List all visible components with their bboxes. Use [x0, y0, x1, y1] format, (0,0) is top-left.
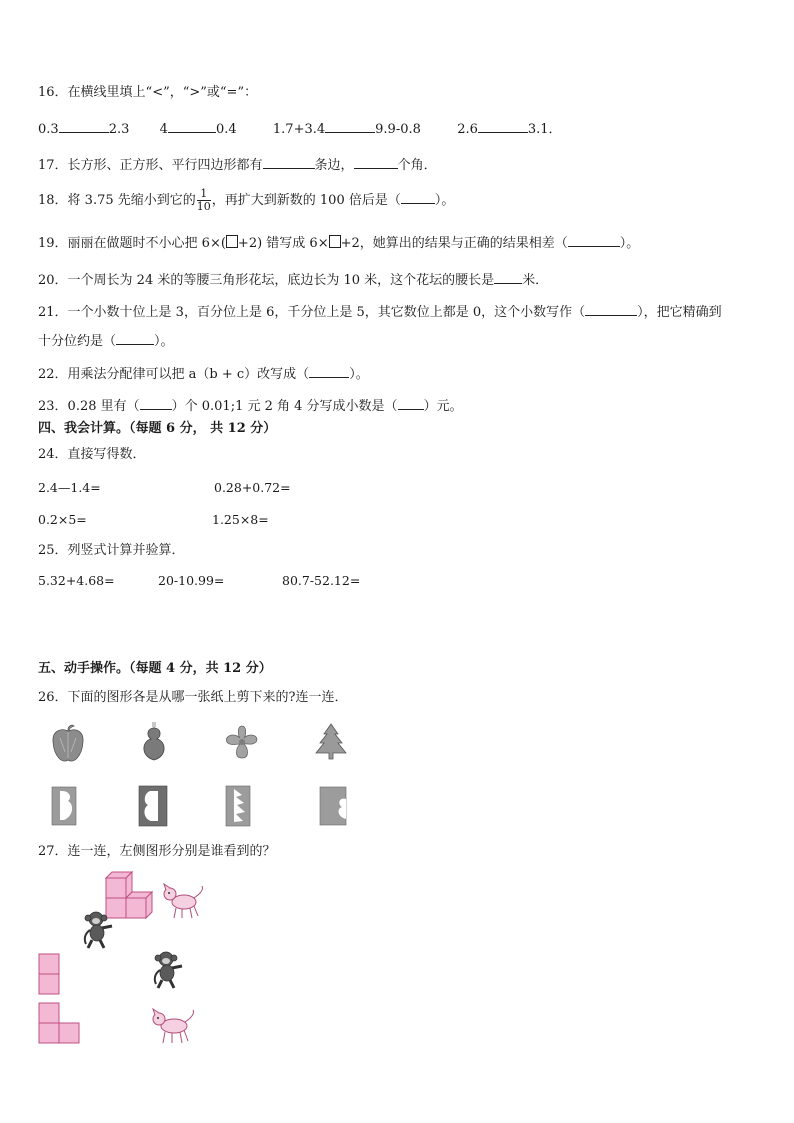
q19-text-b: +2) 错写成 6× [237, 236, 329, 251]
q16-blank-2[interactable] [168, 119, 216, 133]
paper-1-icon[interactable] [50, 786, 80, 826]
section-5-heading: 五、动手操作。（每题 4 分，共 12 分） [38, 661, 272, 676]
q17-text-c: 个角． [397, 158, 437, 173]
q21-blank-1[interactable] [585, 302, 637, 316]
q23-text-a: 23．0.28 里有（ [38, 399, 140, 414]
q22-text-b: ）。 [349, 367, 369, 382]
q24-item-4: 1.25×8= [212, 512, 269, 527]
dog-icon[interactable] [162, 884, 206, 920]
q18-text-c: ）。 [434, 193, 455, 208]
q22-text-a: 22．用乘法分配律可以把 a（b + c）改写成（ [38, 367, 310, 382]
q21-text-a: 21．一个小数十位上是 3，百分位上是 6，千分位上是 5，其它数位上都是 0，这个小数写作（ [38, 305, 586, 320]
q18-text-b: ，再扩大到新数的 100 倍后是（ [211, 193, 401, 208]
q16-item-7: 2.6 [457, 122, 478, 137]
q17 [38, 155, 437, 175]
q24-item-1: 2.4—1.4= [38, 480, 101, 495]
q17-text-a: 17．长方形、正方形、平行四边形都有 [38, 158, 263, 173]
q25-item-2: 20-10.99= [158, 573, 225, 588]
q18-fraction [197, 188, 211, 213]
q20 [38, 270, 548, 290]
q19-text-d: ）。 [619, 236, 640, 251]
dog-option-icon[interactable] [150, 1008, 198, 1046]
q16-item-3: 4 [159, 122, 168, 137]
q16-item-5: 1.7+3.4 [272, 122, 326, 137]
q19-box-1 [226, 235, 238, 248]
q19 [38, 233, 639, 253]
q21-line-2 [38, 331, 174, 351]
q21-line-1 [38, 302, 722, 322]
paper-3-icon[interactable] [224, 785, 254, 827]
paper-4-icon[interactable] [318, 785, 350, 827]
monkey-icon[interactable] [82, 910, 114, 950]
q19-box-2 [329, 235, 341, 248]
q17-blank-1[interactable] [263, 155, 315, 169]
q16-blank-1[interactable] [59, 119, 109, 133]
q23-blank-1[interactable] [140, 396, 172, 410]
q18-fraction-numerator: 1 [197, 188, 211, 201]
q16-item-2: 2.3 [108, 122, 130, 137]
q17-text-b: 条边， [314, 158, 354, 173]
q16-items [38, 119, 758, 139]
q24-item-2: 0.28+0.72= [214, 480, 291, 495]
q20-blank[interactable] [494, 270, 522, 284]
q17-blank-2[interactable] [354, 155, 398, 169]
view-column-shape[interactable] [38, 953, 62, 995]
q20-text-b: 米． [522, 273, 549, 288]
q16-blank-4[interactable] [478, 119, 528, 133]
q16-item-4: 0.4 [215, 122, 237, 137]
q23-text-b: ）个 0.01;1 元 2 角 4 分写成小数是（ [171, 399, 398, 414]
q19-text-c: +2，她算出的结果与正确的结果相差（ [340, 236, 568, 251]
q16-stem: 16．在横线里填上“<”，“>”或“=”： [38, 85, 258, 100]
q25-stem: 25．列竖式计算并验算． [38, 543, 185, 558]
q18-fraction-denominator: 10 [196, 200, 211, 213]
q24-stem: 24．直接写得数． [38, 447, 146, 462]
q21-blank-2[interactable] [116, 331, 154, 345]
q25-item-3: 80.7-52.12= [282, 573, 361, 588]
q16-item-8: 3.1． [527, 122, 562, 137]
paper-2-icon[interactable] [136, 785, 170, 827]
monkey-option-icon[interactable] [152, 950, 184, 990]
q20-text-a: 20．一个周长为 24 米的等腰三角形花坛，底边长为 10 米，这个花坛的腰长是 [38, 273, 495, 288]
q21-text-d: ）。 [154, 334, 174, 349]
q25-item-1: 5.32+4.68= [38, 573, 115, 588]
section-4-heading: 四、我会计算。（每题 6 分， 共 12 分） [38, 421, 277, 436]
q16-item-6: 9.9-0.8 [375, 122, 421, 137]
q27-stem: 27．连一连，左侧图形分别是谁看到的？ [38, 844, 276, 859]
q19-text-a: 19．丽丽在做题时不小心把 6×( [38, 236, 226, 251]
q23 [38, 396, 463, 416]
q23-blank-2[interactable] [398, 396, 424, 410]
q23-text-c: ）元。 [423, 399, 463, 414]
q18-blank[interactable] [401, 190, 435, 204]
tree-shape-icon[interactable] [314, 722, 348, 762]
q24-item-3: 0.2×5= [38, 512, 87, 527]
q16-blank-3[interactable] [325, 119, 375, 133]
q21-text-c: 十分位约是（ [38, 334, 117, 349]
q19-blank[interactable] [568, 233, 620, 247]
q22-blank[interactable] [309, 364, 349, 378]
gourd-shape-icon[interactable] [136, 722, 172, 762]
apple-shape-icon[interactable] [48, 724, 88, 764]
q21-text-b: ），把它精确到 [637, 305, 722, 320]
view-l-shape[interactable] [38, 1002, 82, 1044]
q18-text-a: 18．将 3.75 先缩小到它的 [38, 193, 196, 208]
q16-item-1: 0.3 [38, 122, 59, 137]
q26-stem: 26．下面的图形各是从哪一张纸上剪下来的?连一连． [38, 690, 348, 705]
q22 [38, 364, 369, 384]
q18 [38, 188, 454, 213]
flower-shape-icon[interactable] [222, 722, 262, 762]
